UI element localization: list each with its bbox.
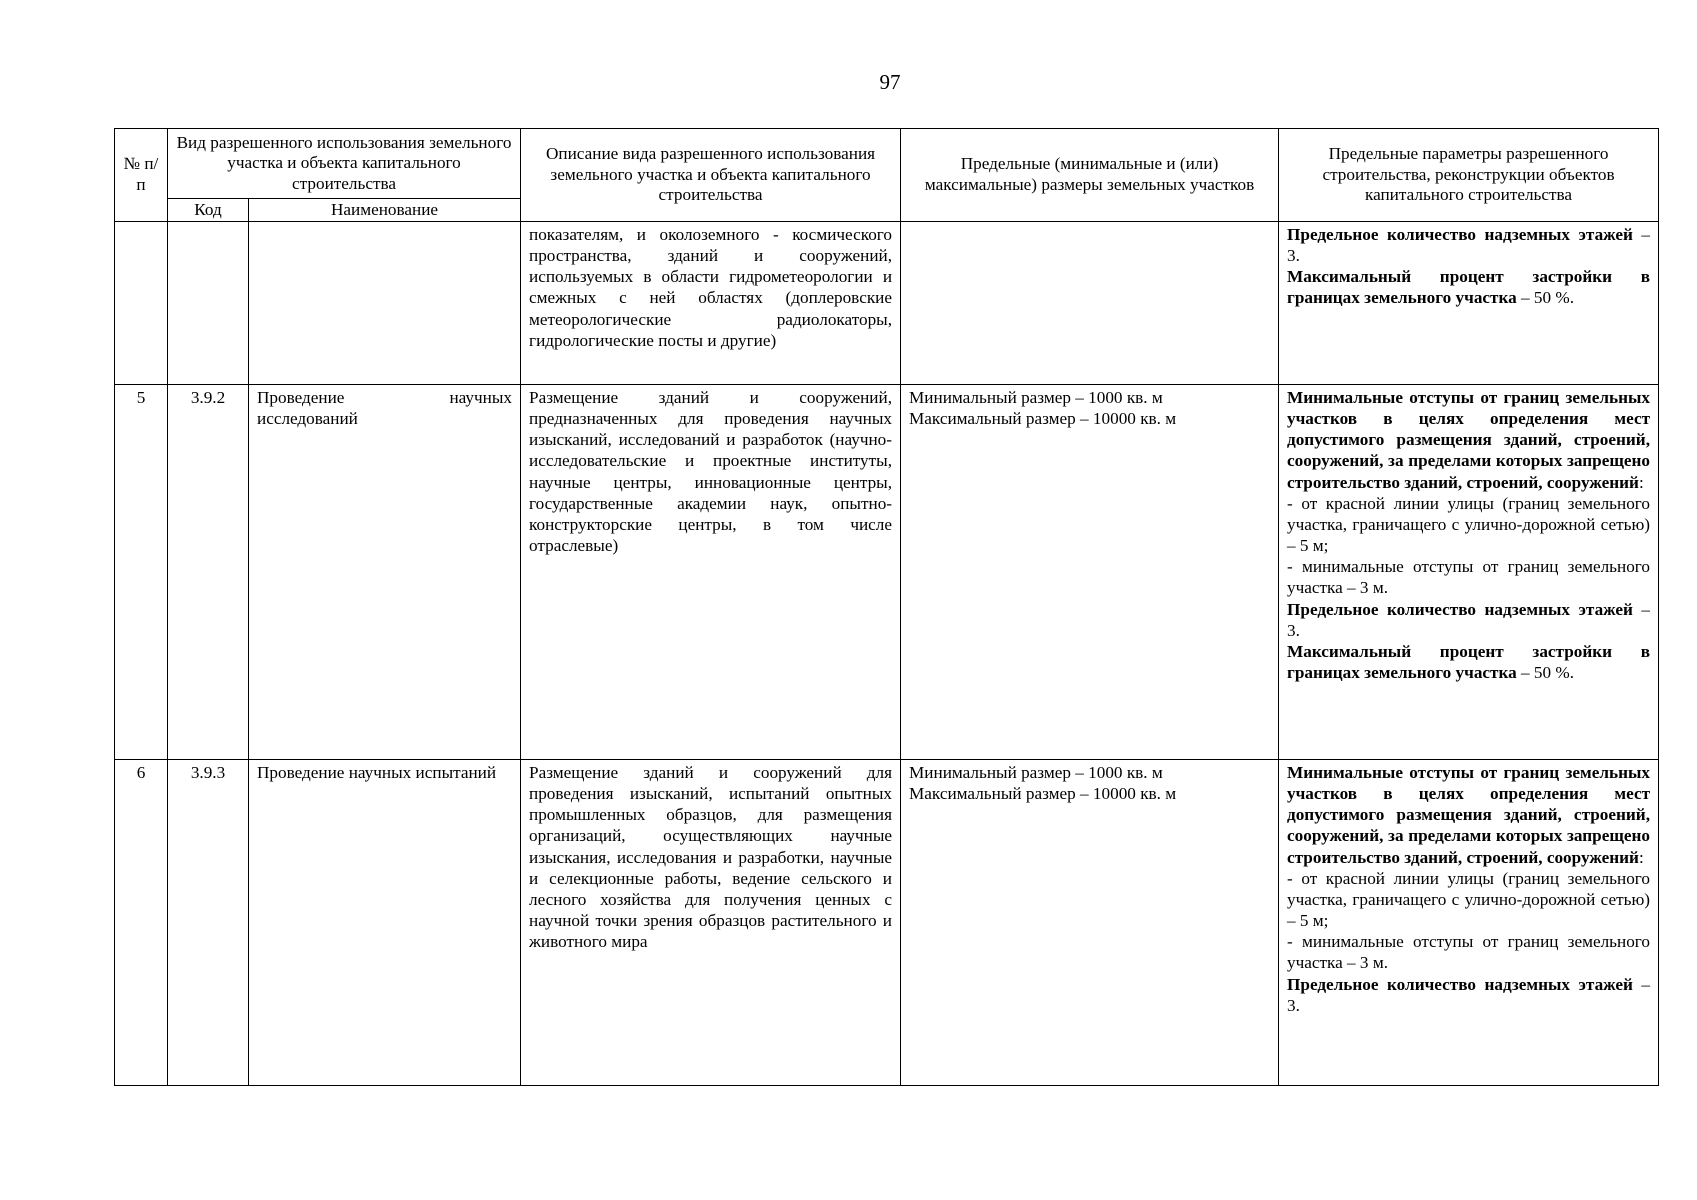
- row-num: 5: [115, 385, 168, 760]
- header-sizes: Предельные (минимальные и (или) максимальные) размеры земельных участков: [901, 129, 1279, 222]
- row-description: Размещение зданий и сооружений, предназначенных для проведения научных изысканий, исследований и разработок (научно-исследовательские и проектные институты, научные центры, инновационные центры, государственные академии наук, опытно-конструкторские центры, в том числе отраслевые): [521, 385, 901, 760]
- header-num: № п/п: [115, 129, 168, 222]
- setbacks-label: Минимальные отступы от границ земельных участков в целях определения мест допустимого размещения зданий, строений, сооружений, за пределами которых запрещено строительство зданий, строений, сооружений: [1287, 388, 1651, 492]
- percent-value: – 50 %.: [1516, 288, 1575, 308]
- row-sizes: [901, 760, 1279, 1086]
- percent-label: Максимальный процент застройки в границах земельного участка: [1287, 641, 1651, 683]
- page-number: 97: [879, 70, 901, 94]
- row-num: [115, 222, 168, 385]
- row-name: [249, 222, 521, 385]
- row-name: Проведение научных испытаний: [249, 760, 521, 1086]
- row-sizes: [901, 222, 1279, 385]
- setback-red-line: - от красной линии улицы (границ земельного участка, граничащего с улично-дорожной сетью) – 5 м;: [1287, 868, 1651, 931]
- row-sizes: [901, 385, 1279, 760]
- row-num: 6: [115, 760, 168, 1086]
- land-use-table: [114, 128, 1659, 1086]
- row-description: показателям, и околоземного - космического пространства, зданий и сооружений, используемых в области гидрометеорологии и смежных с ней областях (доплеровские метеорологические радиолокаторы, гидрологические посты и другие): [521, 222, 901, 385]
- row-params: [1279, 385, 1659, 760]
- setback-red-line: - от красной линии улицы (границ земельного участка, граничащего с улично-дорожной сетью) – 5 м;: [1287, 493, 1651, 556]
- header-code: Код: [168, 199, 249, 222]
- max-size: Максимальный размер – 10000 кв. м: [909, 784, 1177, 804]
- row-code: 3.9.3: [168, 760, 249, 1086]
- percent-value: – 50 %.: [1516, 663, 1575, 683]
- percent-label: Максимальный процент застройки в границах земельного участка: [1287, 267, 1651, 308]
- setback-boundary: - минимальные отступы от границ земельного участка – 3 м.: [1287, 557, 1651, 598]
- floors-label: Предельное количество надземных этажей: [1287, 599, 1633, 619]
- max-size: Максимальный размер – 10000 кв. м: [909, 409, 1177, 429]
- header-vid: Вид разрешенного использования земельного участка и объекта капитального строительства: [168, 129, 521, 199]
- setbacks-label: Минимальные отступы от границ земельных участков в целях определения мест допустимого размещения зданий, строений, сооружений, за пределами которых запрещено строительство зданий, строений, сооружений: [1287, 763, 1651, 867]
- setbacks-colon: :: [1638, 472, 1644, 492]
- row-params: [1279, 760, 1659, 1086]
- floors-label: Предельное количество надземных этажей: [1287, 225, 1633, 244]
- row-name: Проведение научных исследований: [249, 385, 521, 760]
- setback-boundary: - минимальные отступы от границ земельного участка – 3 м.: [1287, 932, 1651, 973]
- row-code: [168, 222, 249, 385]
- table-row: [115, 760, 1659, 1086]
- table-row: [115, 385, 1659, 760]
- floors-value: – 3.: [1287, 599, 1651, 640]
- header-params: Предельные параметры разрешенного строительства, реконструкции объектов капитального строительства: [1279, 129, 1659, 222]
- row-code: 3.9.2: [168, 385, 249, 760]
- floors-value: – 3.: [1287, 974, 1651, 1015]
- row-params: [1279, 222, 1659, 385]
- header-description: Описание вида разрешенного использования земельного участка и объекта капитального строительства: [521, 129, 901, 222]
- min-size: Минимальный размер – 1000 кв. м: [909, 388, 1163, 407]
- floors-value: – 3.: [1287, 225, 1651, 266]
- table-row: [115, 222, 1659, 385]
- floors-label: Предельное количество надземных этажей: [1287, 974, 1633, 994]
- min-size: Минимальный размер – 1000 кв. м: [909, 763, 1163, 782]
- setbacks-colon: :: [1638, 847, 1644, 867]
- header-name: Наименование: [249, 199, 521, 222]
- row-description: Размещение зданий и сооружений для проведения изысканий, испытаний опытных промышленных образцов, для размещения организаций, осуществляющих научные изыскания, исследования и разработки, научные и селекционные работы, ведение сельского и лесного хозяйства для получения ценных с научной точки зрения образцов растительного и животного мира: [521, 760, 901, 1086]
